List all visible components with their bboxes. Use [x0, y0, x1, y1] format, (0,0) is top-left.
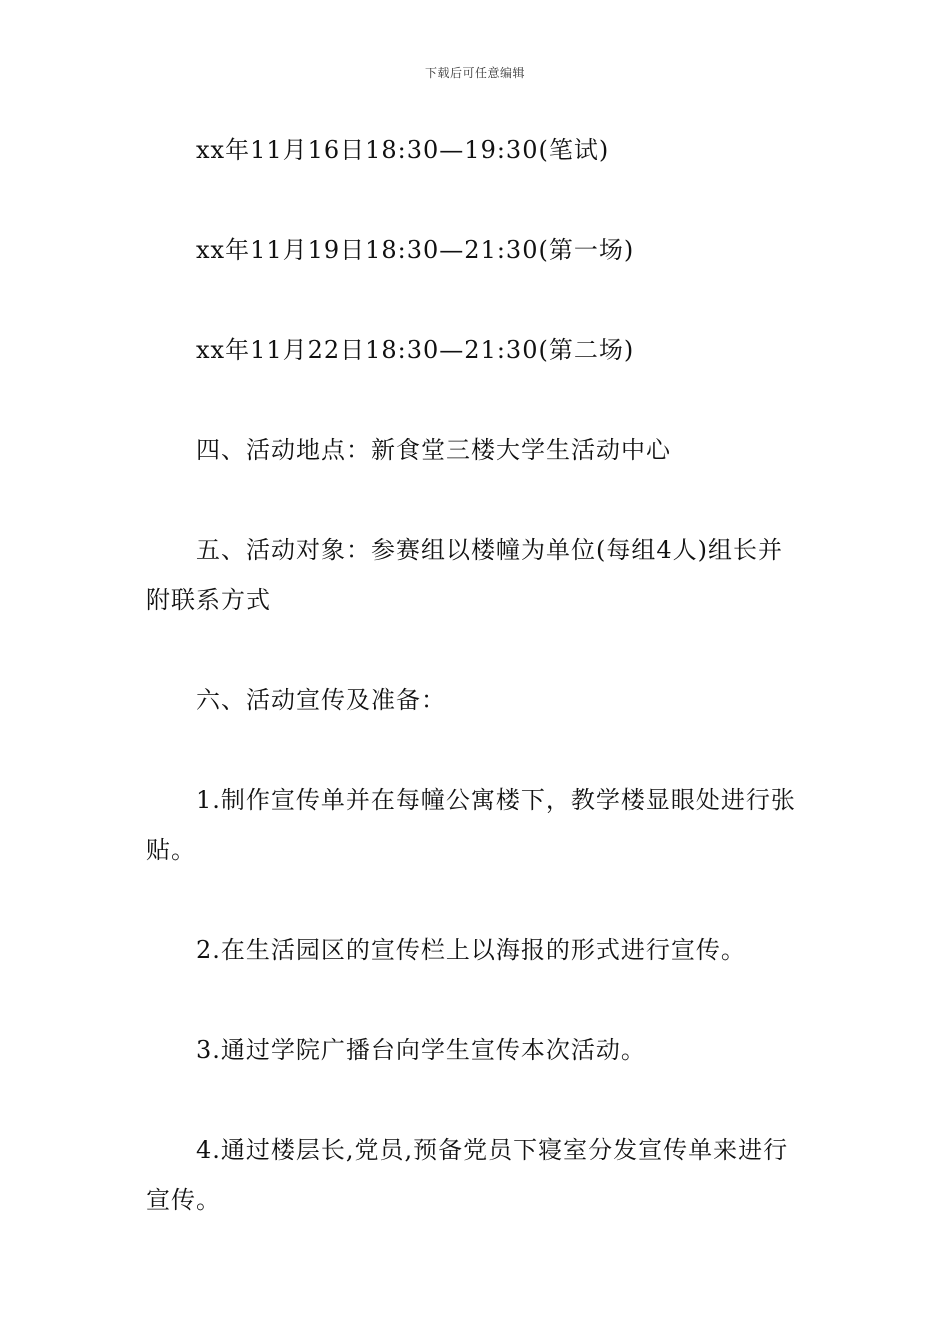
section-activity-location: 四、活动地点：新食堂三楼大学生活动中心 — [196, 436, 671, 464]
publicity-item-3: 3.通过学院广播台向学生宣传本次活动。 — [196, 1036, 646, 1064]
publicity-item-4: 4.通过楼层长,党员,预备党员下寝室分发宣传单来进行宣传。 — [146, 1136, 789, 1214]
section-activity-target: 五、活动对象：参赛组以楼幢为单位(每组4人)组长并附联系方式 — [146, 536, 783, 614]
section-publicity-heading: 六、活动宣传及准备： — [196, 686, 446, 714]
publicity-item-2: 2.在生活园区的宣传栏上以海报的形式进行宣传。 — [196, 936, 746, 964]
schedule-round-one: xx年11月19日18:30—21:30(第一场) — [196, 236, 635, 264]
page-header-note: 下载后可任意编辑 — [424, 66, 525, 80]
schedule-written-test: xx年11月16日18:30—19:30(笔试) — [196, 136, 610, 164]
publicity-item-1: 1.制作宣传单并在每幢公寓楼下，教学楼显眼处进行张贴。 — [146, 786, 796, 864]
schedule-round-two: xx年11月22日18:30—21:30(第二场) — [196, 336, 635, 364]
